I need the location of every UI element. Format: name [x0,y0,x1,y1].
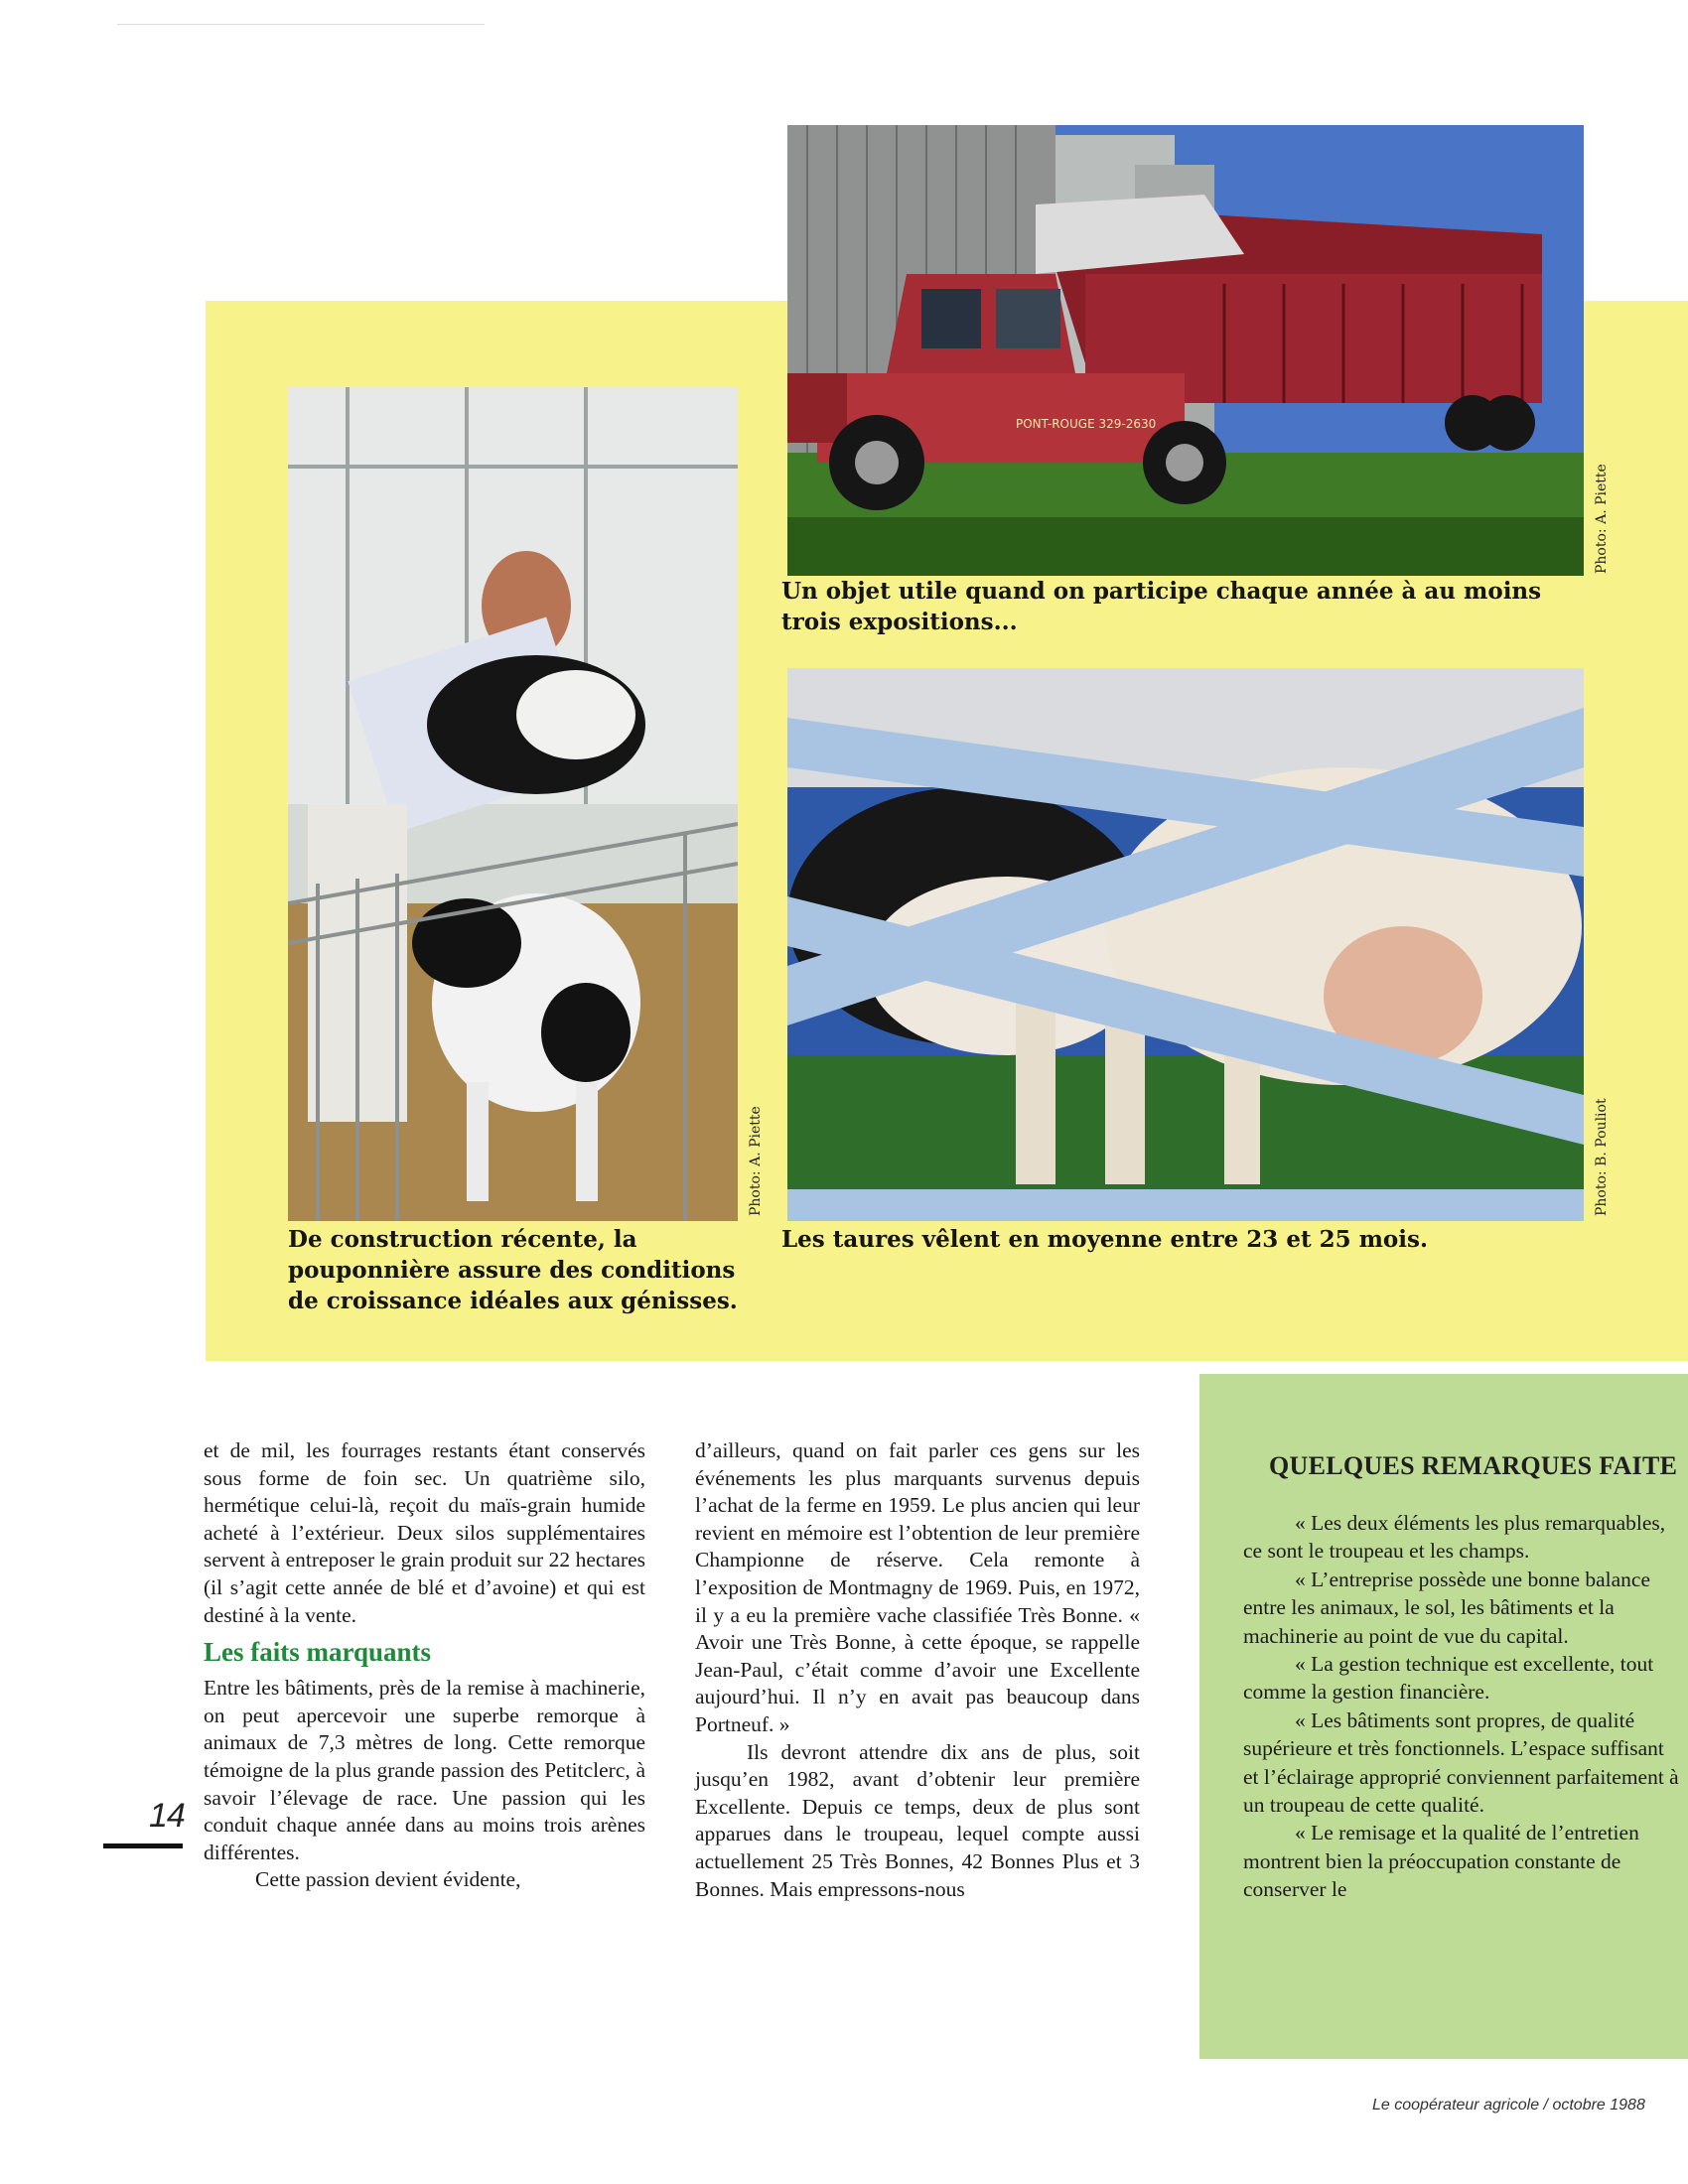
photo-credit-calves: Photo: A. Piette [748,1106,764,1216]
remarks-sidebar [1199,1374,1688,2059]
sidebar-remark: « Les bâtiments sont propres, de qualité supérieure et très fonctionnels. L’espace suffisant et l’éclairage approprié conviennent parfaitement à un troupeau de cette qualité. [1243,1707,1679,1818]
article-paragraph: Cette passion devient évidente, [255,1867,521,1892]
article-column-2 [695,1437,1140,1903]
article-paragraph: d’ailleurs, quand on fait parler ces gens sur les événements les plus marquants survenus depuis l’achat de la ferme en 1959. Le plus ancien qui leur revient en mémoire est l’obtention de leur première Championne de réserve. Cela remonte à l’exposition de Montmagny de 1969. Puis, en 1972, il y a eu la première vache classifiée Très Bonne. « Avoir une Très Bonne, à cette époque, se rappelle Jean-Paul, c’était comme d’avoir une Excellente aujourd’hui. Il n’y en avait pas beaucoup dans Portneuf. » [695,1438,1140,1736]
calves-illustration [288,387,738,1221]
sidebar-body [1243,1509,1680,1904]
article-column-1 [204,1437,645,1894]
sidebar-remark: « Les deux éléments les plus remarquables, ce sont le troupeau et les champs. [1243,1511,1666,1564]
page-number-rule [103,1843,183,1848]
cows-illustration [787,668,1584,1221]
sidebar-title: QUELQUES REMARQUES FAITE [1269,1451,1678,1480]
footer-publication: Le coopérateur agricole / octobre 1988 [1372,2097,1645,2114]
photo-credit-cows: Photo: B. Pouliot [1594,1098,1610,1216]
caption-truck: Un objet utile quand on participe chaque année à au moins trois expositions... [781,578,1542,635]
truck-trailer-photo [787,125,1584,576]
sidebar-remark: « Le remisage et la qualité de l’entretien montrent bien la préoccupation constante de conserver le [1243,1821,1639,1902]
photo-credit-truck: Photo: A. Piette [1594,464,1610,574]
top-rule [117,24,485,25]
sidebar-remark: « La gestion technique est excellente, tout comme la gestion financière. [1243,1652,1654,1705]
section-heading: Les faits marquants [204,1637,432,1668]
caption-calves: De construction récente, la pouponnière assure des conditions de croissance idéales aux génisses. [288,1226,738,1314]
caption-cows: Les taures vêlent en moyenne entre 23 et 25 mois. [781,1226,1428,1253]
heifers-fence-photo [787,668,1584,1221]
page-number: 14 [149,1797,185,1835]
article-paragraph: et de mil, les fourrages restants étant conservés sous forme de foin sec. Un quatrième silo, hermétique celui-là, reçoit du maïs-grain humide acheté à l’extérieur. Deux silos supplémentaires servent à entreposer le grain produit sur 22 hectares (il s’agit cette année de blé et d’avoine) et qui est destiné à la vente. [204,1438,645,1627]
article-paragraph: Ils devront attendre dix ans de plus, soit jusqu’en 1982, avant d’obtenir leur première Excellente. Depuis ce temps, deux de plus sont apparues dans le troupeau, lequel compte aussi actuellement 25 Très Bonnes, 42 Bonnes Plus et 3 Bonnes. Mais empressons-nous [695,1739,1140,1901]
sidebar-remark: « L’entreprise possède une bonne balance entre les animaux, le sol, les bâtiments et la machinerie au point de vue du capital. [1243,1567,1651,1648]
nursery-calves-photo [288,387,738,1221]
article-paragraph: Entre les bâtiments, près de la remise à machinerie, on peut apercevoir une superbe remorque à animaux de 7,3 mètres de long. Cette remorque témoigne de la plus grande passion des Petitclerc, à savoir l’élevage de race. Une passion qui les conduit chaque année dans au moins trois arènes différentes. [204,1676,645,1864]
truck-trailer-illustration [787,125,1584,576]
truck-door-lettering: PONT-ROUGE 329-2630 [1016,417,1157,431]
